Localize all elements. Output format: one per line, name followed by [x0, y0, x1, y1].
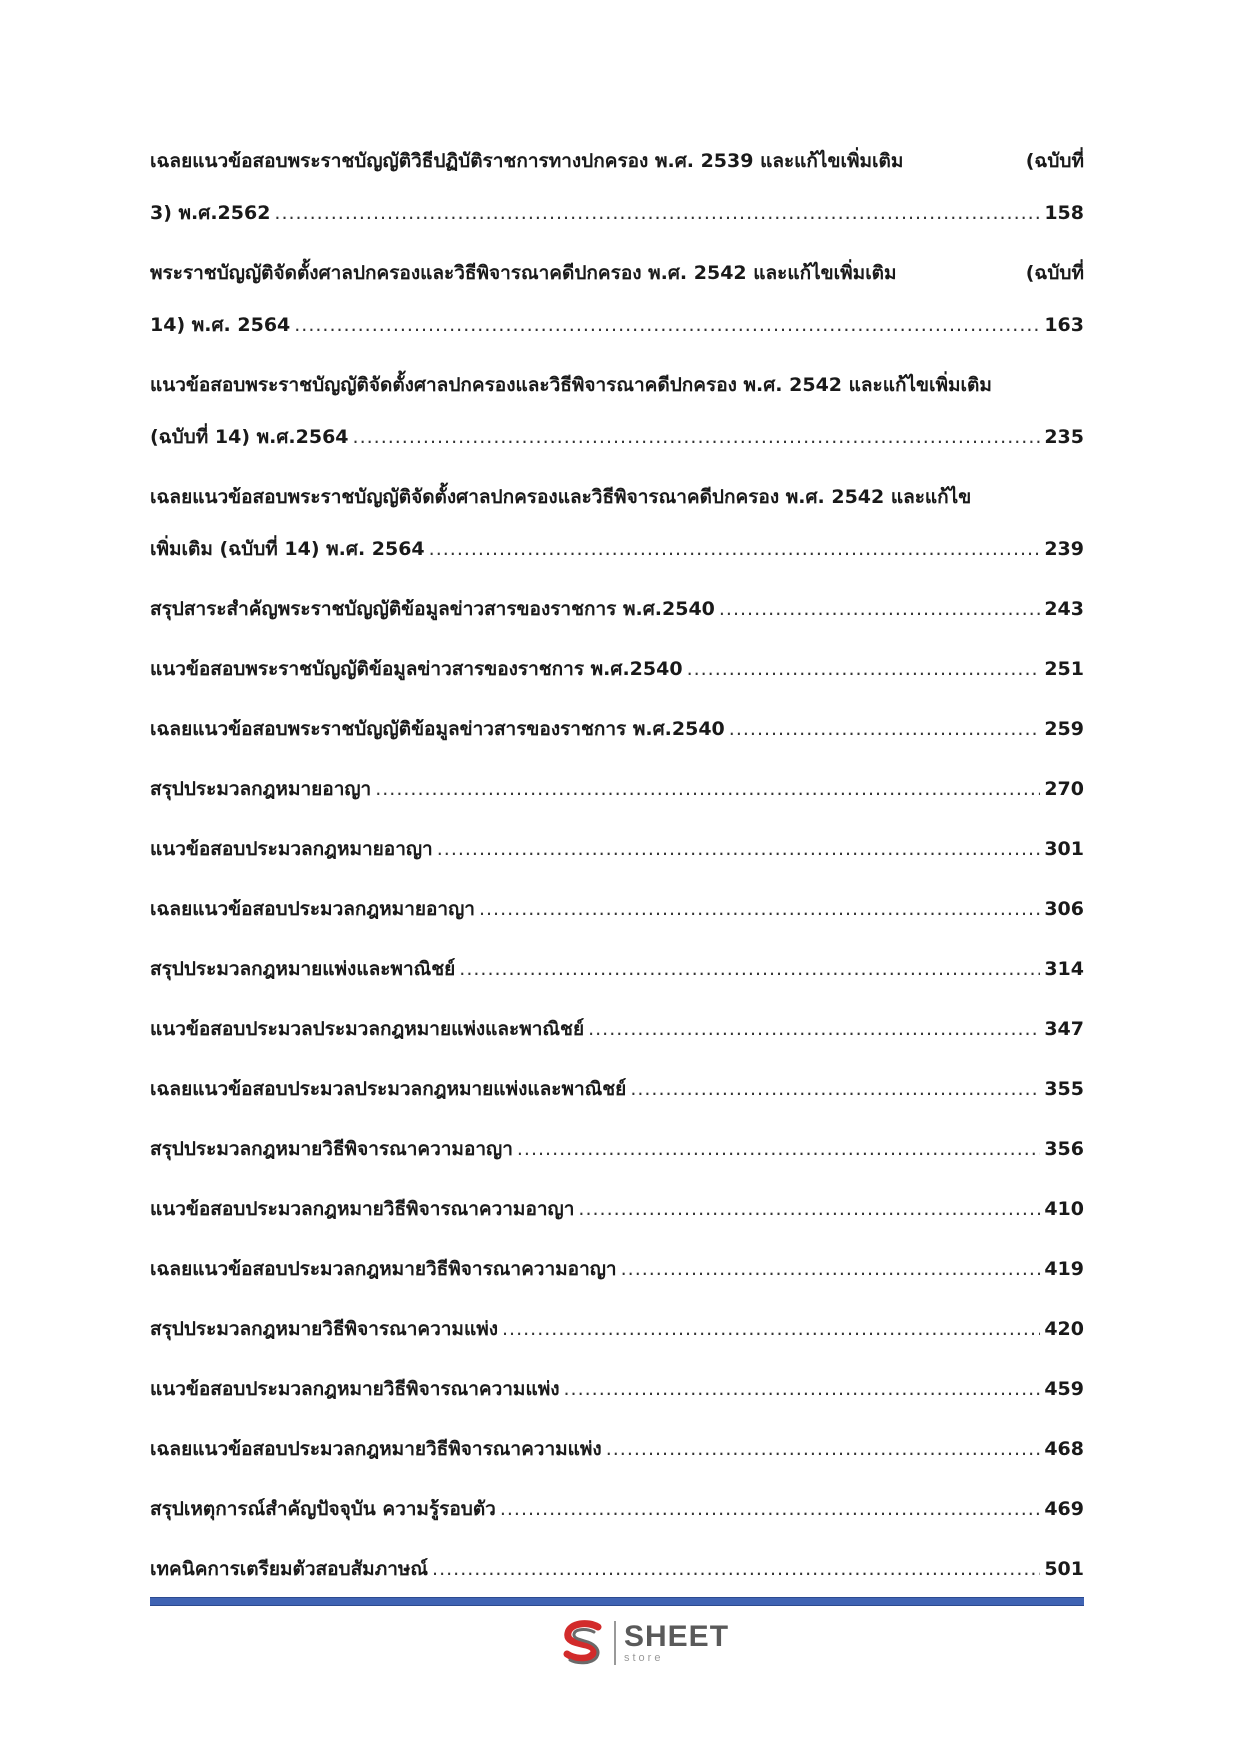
toc-entry-page: 419 [1044, 1258, 1084, 1280]
toc-entry[interactable] [150, 1316, 1084, 1342]
toc-entry-title: สรุปประมวลกฎหมายอาญา [150, 778, 372, 800]
toc-entry-page: 356 [1044, 1138, 1084, 1160]
toc-entry-title: แนวข้อสอบประมวลกฎหมายวิธีพิจารณาความอาญา [150, 1198, 575, 1220]
sheet-s-logo-icon [558, 1618, 608, 1668]
toc-entry[interactable] [150, 1256, 1084, 1282]
toc-entry[interactable] [150, 260, 1084, 338]
toc-entry-title: เทคนิคการเตรียมตัวสอบสัมภาษณ์ [150, 1558, 429, 1580]
toc-entry[interactable] [150, 776, 1084, 802]
toc-entry-title: เฉลยแนวข้อสอบประมวลกฎหมายอาญา [150, 898, 475, 920]
toc-entry-title: เฉลยแนวข้อสอบพระราชบัญญัติจัดตั้งศาลปกครองและวิธีพิจารณาคดีปกครอง พ.ศ. 2542 และแก้ไข [150, 486, 972, 508]
toc-entry-page: 501 [1044, 1558, 1084, 1580]
toc-entry-title: แนวข้อสอบประมวลกฎหมายวิธีพิจารณาความแพ่ง [150, 1378, 560, 1400]
dot-leader [621, 1256, 1041, 1282]
toc-entry-title-cont: เพิ่มเติม (ฉบับที่ 14) พ.ศ. 2564 [150, 538, 425, 560]
toc-entry-title: สรุปประมวลกฎหมายวิธีพิจารณาความแพ่ง [150, 1318, 498, 1340]
toc-entry-page: 469 [1044, 1498, 1084, 1520]
dot-leader [375, 776, 1040, 802]
toc-entry-page: 301 [1044, 838, 1084, 860]
logo-wordmark: SHEET [624, 1620, 730, 1653]
toc-entry-page: 355 [1044, 1078, 1084, 1100]
toc-entry[interactable] [150, 1496, 1084, 1522]
toc-entry[interactable] [150, 716, 1084, 742]
dot-leader [432, 1556, 1040, 1582]
toc-entry[interactable] [150, 372, 1084, 450]
footer-divider [150, 1597, 1084, 1606]
dot-leader [517, 1136, 1040, 1162]
toc-entry-title-cont: (ฉบับที่ 14) พ.ศ.2564 [150, 426, 349, 448]
dot-leader [687, 656, 1041, 682]
toc-entry-title: เฉลยแนวข้อสอบประมวลประมวลกฎหมายแพ่งและพาณิชย์ [150, 1078, 627, 1100]
dot-leader [500, 1496, 1040, 1522]
dot-leader [588, 1016, 1040, 1042]
toc-entry-page: 235 [1044, 426, 1084, 448]
toc-entry-page: 459 [1044, 1378, 1084, 1400]
toc-entry[interactable] [150, 1436, 1084, 1462]
dot-leader [564, 1376, 1041, 1402]
table-of-contents [150, 148, 1084, 1616]
dot-leader [274, 200, 1040, 226]
dot-leader [630, 1076, 1040, 1102]
toc-entry[interactable] [150, 1556, 1084, 1582]
toc-entry-page: 251 [1044, 658, 1084, 680]
toc-entry-page: 306 [1044, 898, 1084, 920]
toc-entry-page: 314 [1044, 958, 1084, 980]
logo-separator [614, 1621, 616, 1665]
toc-entry-title-tail: (ฉบับที่ [1025, 150, 1084, 172]
dot-leader [459, 956, 1040, 982]
toc-entry-page: 347 [1044, 1018, 1084, 1040]
toc-entry[interactable] [150, 956, 1084, 982]
toc-entry[interactable] [150, 836, 1084, 862]
toc-entry-title-tail: (ฉบับที่ [1025, 262, 1084, 284]
toc-entry-page: 270 [1044, 778, 1084, 800]
toc-entry-title: สรุปสาระสำคัญพระราชบัญญัติข้อมูลข่าวสารของราชการ พ.ศ.2540 [150, 598, 715, 620]
toc-entry-title: แนวข้อสอบพระราชบัญญัติข้อมูลข่าวสารของราชการ พ.ศ.2540 [150, 658, 683, 680]
toc-entry-title: เฉลยแนวข้อสอบประมวลกฎหมายวิธีพิจารณาความแพ่ง [150, 1438, 602, 1460]
toc-entry[interactable] [150, 148, 1084, 226]
dot-leader [578, 1196, 1040, 1222]
toc-entry[interactable] [150, 1196, 1084, 1222]
toc-entry[interactable] [150, 596, 1084, 622]
toc-entry[interactable] [150, 656, 1084, 682]
toc-entry-title: พระราชบัญญัติจัดตั้งศาลปกครองและวิธีพิจารณาคดีปกครอง พ.ศ. 2542 และแก้ไขเพิ่มเติม [150, 262, 897, 284]
toc-entry-title: เฉลยแนวข้อสอบพระราชบัญญัติวิธีปฏิบัติราชการทางปกครอง พ.ศ. 2539 และแก้ไขเพิ่มเติม [150, 150, 904, 172]
dot-leader [353, 424, 1041, 450]
toc-entry-title: สรุปประมวลกฎหมายวิธีพิจารณาความอาญา [150, 1138, 513, 1160]
toc-entry[interactable] [150, 896, 1084, 922]
toc-entry-title: สรุปประมวลกฎหมายแพ่งและพาณิชย์ [150, 958, 456, 980]
toc-entry-page: 243 [1044, 598, 1084, 620]
toc-entry-title: เฉลยแนวข้อสอบประมวลกฎหมายวิธีพิจารณาความอาญา [150, 1258, 617, 1280]
sheet-store-logo [558, 1618, 729, 1668]
toc-entry-title-cont: 3) พ.ศ.2562 [150, 202, 271, 224]
logo-subtext: store [624, 1652, 664, 1664]
toc-entry-page: 410 [1044, 1198, 1084, 1220]
toc-entry-title: แนวข้อสอบพระราชบัญญัติจัดตั้งศาลปกครองและวิธีพิจารณาคดีปกครอง พ.ศ. 2542 และแก้ไขเพิ่มเติม [150, 374, 992, 396]
toc-entry[interactable] [150, 1376, 1084, 1402]
toc-entry-title: สรุปเหตุการณ์สำคัญปัจจุบัน ความรู้รอบตัว [150, 1498, 496, 1520]
toc-entry[interactable] [150, 1016, 1084, 1042]
dot-leader [479, 896, 1040, 922]
toc-entry-title-cont: 14) พ.ศ. 2564 [150, 314, 291, 336]
toc-entry[interactable] [150, 1136, 1084, 1162]
toc-entry-page: 259 [1044, 718, 1084, 740]
toc-entry-page: 163 [1044, 314, 1084, 336]
dot-leader [729, 716, 1041, 742]
dot-leader [606, 1436, 1041, 1462]
dot-leader [294, 312, 1040, 338]
toc-entry-title: เฉลยแนวข้อสอบพระราชบัญญัติข้อมูลข่าวสารของราชการ พ.ศ.2540 [150, 718, 725, 740]
toc-entry-page: 468 [1044, 1438, 1084, 1460]
toc-entry-page: 420 [1044, 1318, 1084, 1340]
toc-entry[interactable] [150, 1076, 1084, 1102]
toc-entry-page: 158 [1044, 202, 1084, 224]
dot-leader [429, 536, 1041, 562]
toc-entry-title: แนวข้อสอบประมวลกฎหมายอาญา [150, 838, 433, 860]
dot-leader [719, 596, 1040, 622]
toc-entry[interactable] [150, 484, 1084, 562]
dot-leader [502, 1316, 1040, 1342]
toc-entry-title: แนวข้อสอบประมวลประมวลกฎหมายแพ่งและพาณิชย์ [150, 1018, 585, 1040]
toc-entry-page: 239 [1044, 538, 1084, 560]
dot-leader [437, 836, 1041, 862]
